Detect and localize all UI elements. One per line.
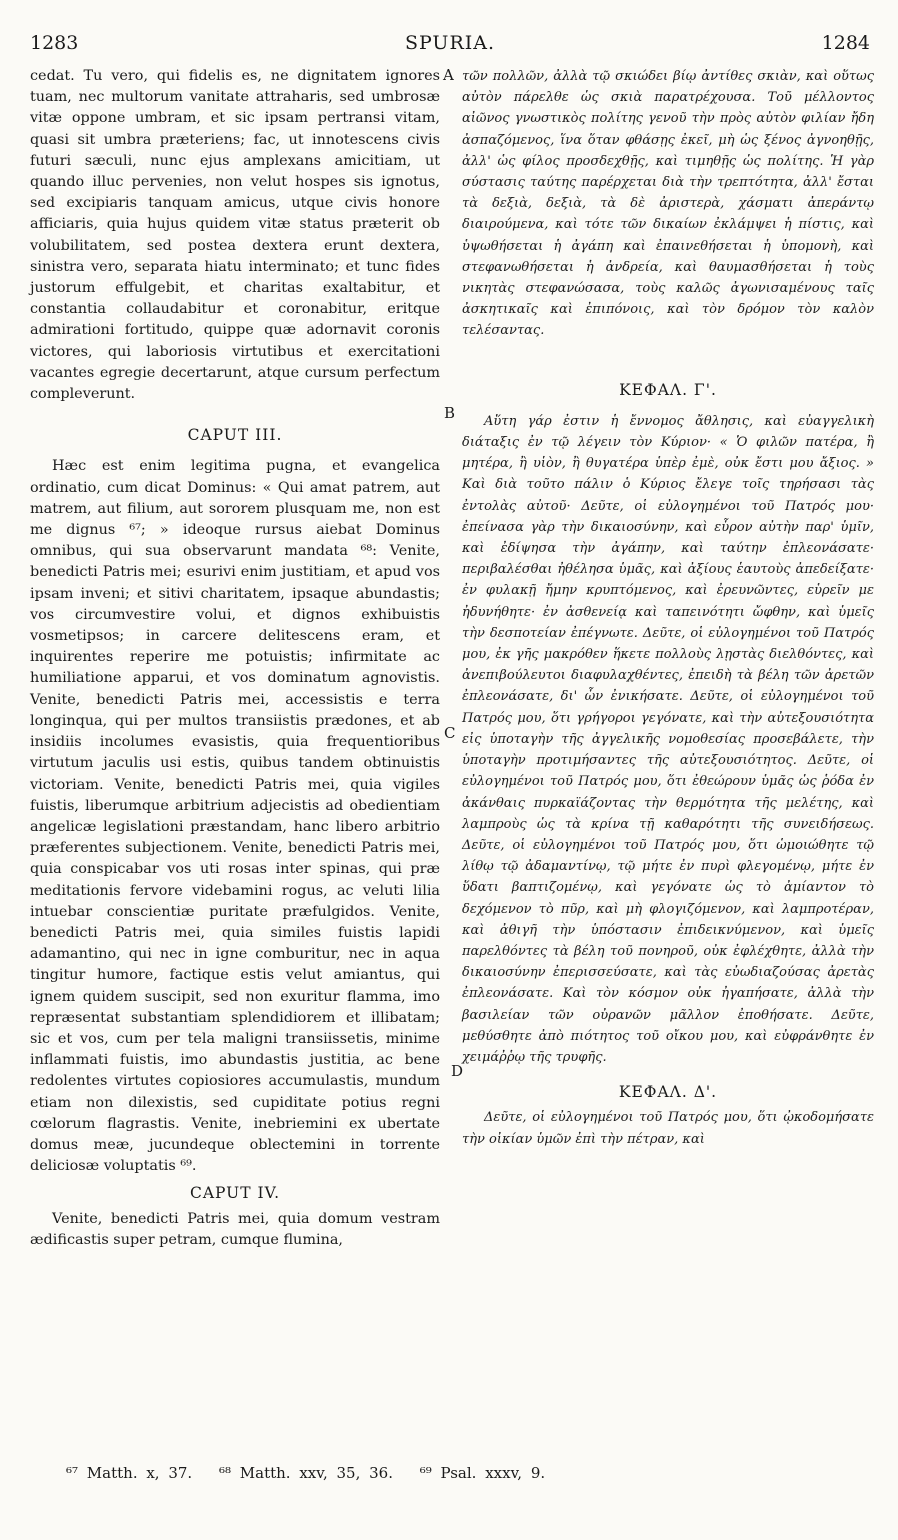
column-marker-c: C: [444, 724, 456, 742]
latin-paragraph: Hæc est enim legitima pugna, et evangelica ordinatio, cum dicat Dominus: « Qui amat patrem, aut matrem, aut filium, aut sororem plusquam me, non est me dignus ⁶⁷; » ideoque rursus aiebat Dominus omnibus, qui sua observarunt mandata ⁶⁸: Venite, benedicti Patris mei; esurivi enim justitiam, et apud vos ipsam inveni; et sitivi charitatem, ipsaque abundastis; vos circumvestire volui, et dignos exhibuistis vosmetipsos; in carcere delitescens eram, et inquirentes reperire me potuistis; infirmitate ac humiliatione apparui, et vos dominatum agnovistis. Venite, benedicti Patris mei, accessistis e terra longinqua, qui per multos transiistis prædones, et ab insidiis incolumes evasistis, quia frequentioribus virtutum jaculis usi estis, quibus tandem obtinuistis victoriam. Venite, benedicti Patris mei, quia vigiles fuistis, liberumque arbitrium adjecistis ad obedientiam angelicæ legislationi præstandam, hanc libero arbitrio præferentes subjectionem. Venite, benedicti Patris mei, quia conspicabar vos uti rosas inter spinas, qui præ meditationis fervore videbamini rogus, ac veluti lilia intuebar conscientiæ puritate præfulgidos. Venite, benedicti Patris mei, quia similes fuistis lapidi adamantino, qui nec in igne comburitur, nec in aqua tingitur humore, factique estis velut amiantus, qui ignem quidem suscipit, sed non exuritur flamma, imo repræsentat substantiam splendidiorem et illibatam; sic et vos, cum per tela maligni transiissetis, minime inflammati fuistis, imo abundastis justitia, ac bene redolentes virtutes copiosiores accumulastis, mundum etiam non dilexistis, sed cupiditate potius regni cœlorum flagrastis. Venite, inebriemini ex ubertate domus meæ, jucundeque oblectemini in torrente deliciosæ voluptatis ⁶⁹.: [30, 458, 440, 1175]
latin-chapter-heading: CAPUT IV.: [189, 1184, 281, 1203]
page-header: [30, 32, 870, 62]
footnote: ⁶⁸ Matth. xxv, 35, 36.: [218, 1464, 393, 1482]
footnote: ⁶⁷ Matth. x, 37.: [66, 1464, 193, 1482]
column-marker-a: A: [443, 66, 454, 84]
column-marker-b: B: [444, 404, 456, 422]
latin-paragraph: Venite, benedicti Patris mei, quia domum vestram ædificastis super petram, cumque flumina,: [30, 1210, 440, 1248]
column-marker-d: D: [451, 1062, 464, 1080]
greek-paragraph: Δεῦτε, οἱ εὐλογημένοι τοῦ Πατρός μου, ὅτι ᾠκοδομήσατε τὴν οἰκίαν ὑμῶν ἐπὶ τὴν πέτραν, καὶ: [462, 1110, 874, 1147]
page-number-left: 1283: [30, 32, 79, 54]
latin-chapter-heading: CAPUT III.: [187, 426, 283, 445]
greek-chapter-heading: ΚΕΦΑΛ. Γ'.: [619, 380, 717, 399]
greek-column: [462, 66, 874, 1150]
page-number-right: 1284: [821, 32, 870, 54]
latin-paragraph: cedat. Tu vero, qui fidelis es, ne dignitatem ignores tuam, nec multorum vanitate attraharis, sed umbrosæ vitæ oppone umbram, et sic ipsam pertransi vitam, quasi sit umbra præteriens; fac, ut innotescens civis futuri sæculi, nunc ejus amplexans amicitiam, ut quando illuc pervenies, non velut hospes sis ignotus, sed excipiaris tanquam amicus, utque civis honore afficiaris, quia hujus quidem vitæ status præterit ob volubilitatem, sed postea dextera erunt dextera, sinistra vero, separata hiatu interminato; et tunc fides justorum effulgebit, et charitas exaltabitur, et constantia collaudabitur et coronabitur, eritque admirationi fortitudo, quippe quæ adornavit coronis victores, qui laboriosis virtutibus et exercitationi vacantes egregie decertarunt, atque cursum perfectum compleverunt.: [30, 68, 440, 403]
greek-paragraph: τῶν πολλῶν, ἀλλὰ τῷ σκιώδει βίῳ ἀντίθες σκιὰν, καὶ οὕτως αὐτὸν πάρελθε ὡς σκιὰ παρατρέχουσα. Τοῦ μέλλοντος αἰῶνος γνωστικὸς πολίτης γενοῦ τὴν πρὸς αὐτὸν φιλίαν ἤδη ἀσπαζόμενος, ἵνα ὅταν φθάσῃς ἐκεῖ, μὴ ὡς ξένος ἀγνοηθῇς, ἀλλ' ὡς φίλος προσδεχθῇς, καὶ τιμηθῇς ὡς πολίτης. Ἡ γὰρ σύστασις ταύτης παρέρχεται διὰ τὴν τρεπτότητα, ἀλλ' ἔσται τὰ δεξιὰ, δεξιὰ, τὰ δὲ ἀριστερὰ, χάσματι ἀπεράντῳ διαιρούμενα, καὶ τότε τῶν δικαίων ἐκλάμψει ἡ πίστις, καὶ ὑψωθήσεται ἡ ἀγάπη καὶ ἐπαινεθήσεται ἡ ὑπομονὴ, καὶ στεφανωθήσεται ἡ ἀνδρεία, καὶ θαυμασθήσεται ἡ τοὺς νικητὰς στεφανώσασα, τοὺς καλῶς ἀγωνισαμένους ταῖς ἀσκητικαῖς καὶ ἐπιπόνοις, καὶ τὸν δρόμον τὸν καλὸν τελέσαντας.: [462, 69, 874, 339]
footnote: ⁶⁹ Psal. xxxv, 9.: [419, 1464, 546, 1482]
running-title: SPURIA.: [404, 32, 496, 54]
greek-chapter-heading: ΚΕΦΑΛ. Δ'.: [618, 1083, 718, 1102]
greek-paragraph: Αὕτη γάρ ἐστιν ἡ ἔννομος ἄθλησις, καὶ εὐαγγελικὴ διάταξις ἐν τῷ λέγειν τὸν Κύριον· « Ὁ φιλῶν πατέρα, ἢ μητέρα, ἢ υἱὸν, ἢ θυγατέρα ὑπὲρ ἐμὲ, οὐκ ἔστι μου ἄξιος. » Καὶ διὰ τοῦτο πάλιν ὁ Κύριος ἔλεγε τοῖς τηρήσασι τὰς ἐντολὰς αὐτοῦ· Δεῦτε, οἱ εὐλογημένοι τοῦ Πατρός μου· ἐπείνασα γὰρ τὴν δικαιοσύνην, καὶ εὗρον αὐτὴν παρ' ὑμῖν, καὶ ἐδίψησα τὴν ἀγάπην, καὶ ταύτην ἐπλεονάσατε· περιβαλέσθαι ἠθέλησα ὑμᾶς, καὶ ἀξίους ἑαυτοὺς ἀπεδείξατε· ἐν φυλακῇ ἤμην κρυπτόμενος, καὶ ἐρευνῶντες, εὑρεῖν με ἠδυνήθητε· ἐν ἀσθενείᾳ καὶ ταπεινότητι ὤφθην, καὶ ὑμεῖς τὴν δεσποτείαν ἐπέγνωτε. Δεῦτε, οἱ εὐλογημένοι τοῦ Πατρός μου, ἐκ γῆς μακρόθεν ἥκετε πολλοὺς λῃστὰς διελθόντες, καὶ ἀνεπιβούλευτοι διαφυλαχθέντες, ἐπειδὴ τὰ βέλη τῶν ἀρετῶν ἐπλεονάσατε, δι' ὧν ἐνικήσατε. Δεῦτε, οἱ εὐλογημένοι τοῦ Πατρός μου, ὅτι γρήγοροι γεγόνατε, καὶ τὴν αὐτεξουσιότητα εἰς ὑποταγὴν τῆς ἀγγελικῆς νομοθεσίας προσεβάλετε, τὴν ὑποταγὴν προτιμήσαντες τῆς αὐτεξουσιότητος. Δεῦτε, οἱ εὐλογημένοι τοῦ Πατρός μου, ὅτι ἐθεώρουν ὑμᾶς ὡς ῥόδα ἐν ἀκάνθαις πυρκαϊάζοντας τὴν θερμότητα τῆς μελέτης, καὶ λαμπροὺς ὡς τὰ κρίνα τῇ καθαρότητι τῆς συνειδήσεως. Δεῦτε, οἱ εὐλογημένοι τοῦ Πατρός μου, ὅτι ὡμοιώθητε τῷ λίθῳ τῷ ἀδαμαντίνῳ, τῷ μήτε ἐν πυρὶ φλεγομένῳ, μήτε ἐν ὕδατι βαπτιζομένῳ, καὶ γεγόνατε ὡς τὸ ἀμίαντον τὸ δεχόμενον τὸ πῦρ, καὶ μὴ φλογιζόμενον, καὶ λαμπροτέραν, καὶ ἀθιγῆ τὴν ὑπόστασιν ἐπιδεικνύμενον, καὶ ὑμεῖς παρελθόντες τὰ βέλη τοῦ πονηροῦ, οὐκ ἐφλέχθητε, ἀλλὰ τὴν δικαιοσύνην ἐπερισσεύσατε, καὶ τὰς εὐωδιαζούσας ἀρετὰς ἐπλεονάσατε. Καὶ τὸν κόσμον οὐκ ἠγαπήσατε, ἀλλὰ τὴν βασιλείαν τῶν οὐρανῶν μᾶλλον ἐποθήσατε. Δεῦτε, μεθύσθητε ἀπὸ πιότητος τοῦ οἴκου μου, καὶ εὐφράνθητε ἐν χειμάῤῥῳ τῆς τρυφῆς.: [462, 413, 874, 1065]
latin-column: [30, 66, 440, 1251]
footnotes: [66, 1464, 563, 1482]
